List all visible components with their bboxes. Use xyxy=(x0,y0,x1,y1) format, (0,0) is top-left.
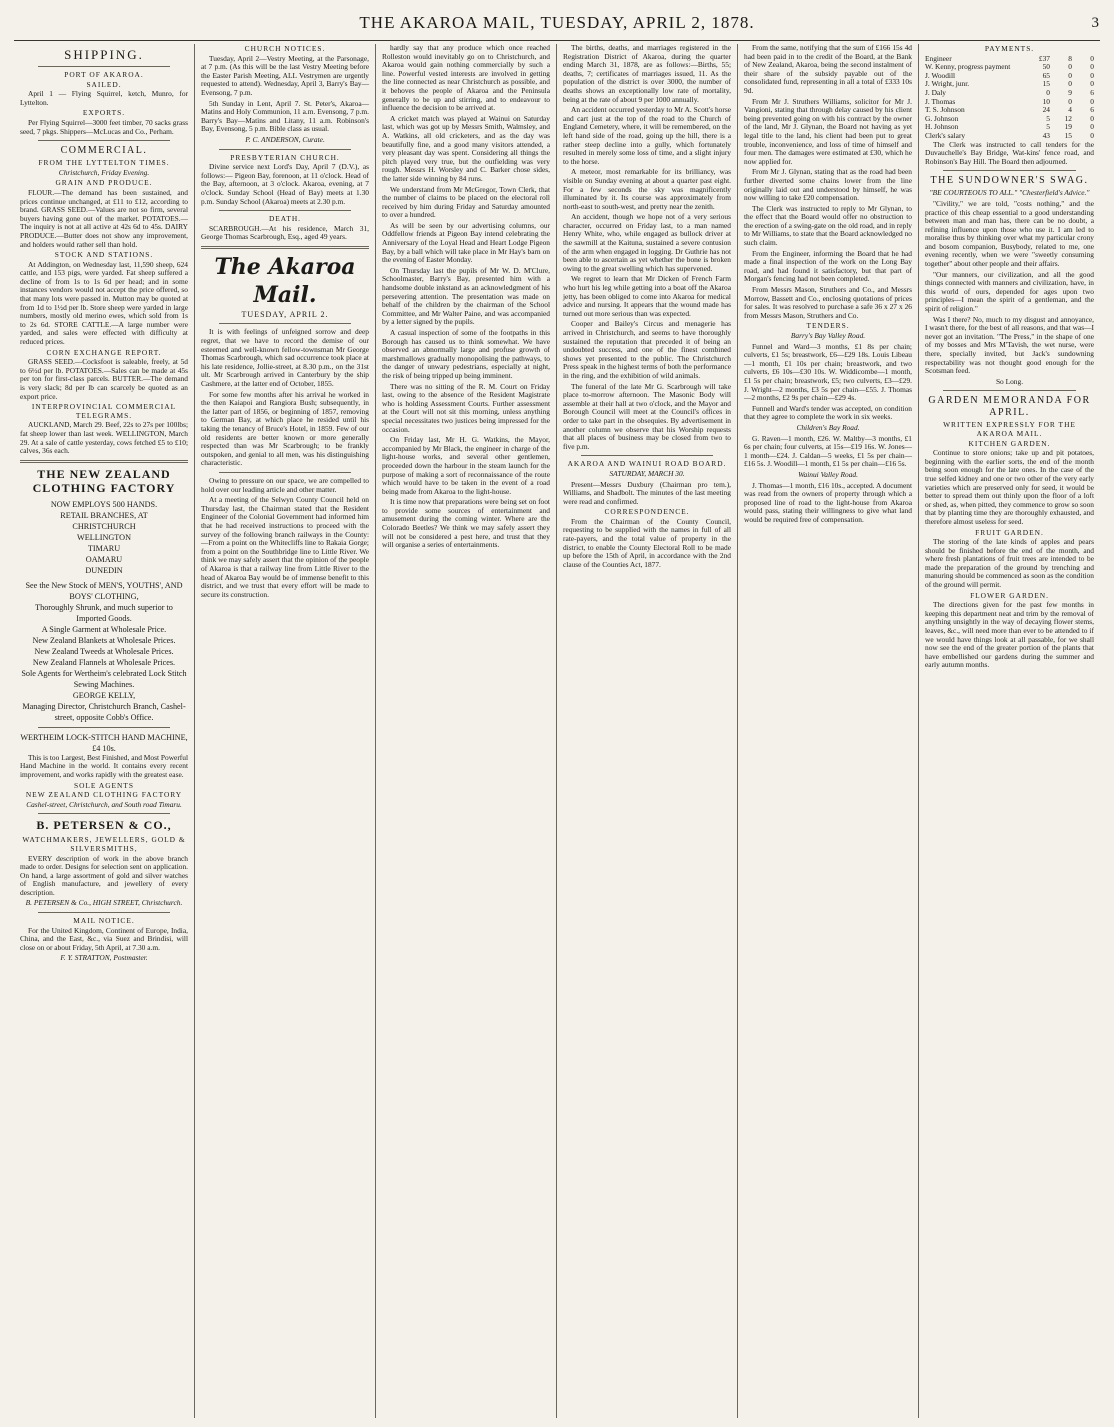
wertheim-text: This is too Largest, Best Finished, and Most Powerful Hand Machine in the world. It contains every recent improvement, and works rapidly with the greatest ease. xyxy=(20,752,188,779)
payment-shillings: 19 xyxy=(1064,122,1072,132)
sundowner-paragraph: Was I there? No, much to my disgust and annoyance, I wasn't there, for the best of all reasons, and that was—I never got an invitation. "The Press," in the shape of one of my bosses and Mrs M'Tavish, the wet nurse, were there, specially invited, but Jack's sundowning respectability was not thought good enough for the Scotsman feed. xyxy=(925,314,1094,376)
divider xyxy=(943,170,1076,171)
tenders-label: TENDERS. xyxy=(806,321,850,331)
road-board-heading: AKAROA AND WAINUI ROAD BOARD. xyxy=(567,459,727,469)
sole-agents: SOLE AGENTS xyxy=(73,780,135,790)
commercial-source: FROM THE LYTTELTON TIMES. xyxy=(38,158,170,168)
payment-pence: 0 xyxy=(1090,96,1094,106)
sundowner-close: So Long. xyxy=(995,376,1024,386)
payment-name: H. Johnson xyxy=(925,122,959,132)
garden-sub: WRITTEN EXPRESSLY FOR THE AKAROA MAIL. xyxy=(943,420,1076,438)
church-text: Tuesday, April 2—Vestry Meeting, at the Parsonage, at 7 p.m. (As this will be the last Vestry Meeting before the Easter Parish Meeting, ALL Vestrymen are urgently requested to attend). Wednesday, April 3, Barry's Bay—Evensong, 7 p.m. xyxy=(201,53,369,97)
church-heading: CHURCH NOTICES. xyxy=(244,44,326,53)
payment-shillings: 4 xyxy=(1068,105,1072,115)
sailed-label: SAILED. xyxy=(86,79,122,89)
page-number: 3 xyxy=(1091,15,1100,31)
sundowner-paragraph: "Civility," we are told, "costs nothing," and the practice of this cheap essential to a good understanding between man and man has, there can be no doubt, a refining influence upon those who use it. I am led to moralise thus by thinking over what my particular crony and bosom companion, Busybody, related to me, one evening recently, when we were "sweetly consuming together" about other people and their affairs. xyxy=(925,198,1094,269)
childrens-bay-label: Children's Bay Road. xyxy=(796,422,860,432)
barrys-bay-label: Barry's Bay Valley Road. xyxy=(790,331,866,340)
divider xyxy=(38,727,170,728)
corn-text: GRASS SEED.—Cocksfoot is saleable, freely, at 5d to 6½d per lb. POTATOES.—Sales can be made at 45s per ton for first-class parcels. BUTTER.—The demand is very slack; 8d per lb can scarcely be quoted as an export price. xyxy=(20,357,188,401)
payment-name: T. S. Johnson xyxy=(925,105,965,115)
news-paragraph: From Mr J. Glynan, stating that as the road had been further diverted some chains lower from the line originally laid out and understood by himself, he was now willing to take £20 compensation. xyxy=(744,167,912,203)
column-5 xyxy=(738,44,919,1418)
sundowner-heading: THE SUNDOWNER'S SWAG. xyxy=(930,175,1089,187)
presby-text: Divine service next Lord's Day, April 7 (D.V.), as follows:— Pigeon Bay, forenoon, at 11 o'clock. Head of the Bay, afternoon, at 3 o'clock. Akaroa, evening, at 7 o'clock. Sunday School (Head of Bay) meets at 1.30 p.m. Sunday School (Akaroa) meets at 2.30 p.m. xyxy=(201,162,369,206)
ad-wertheim: Sole Agents for Wertheim's celebrated Lock Stitch Sewing Machines. xyxy=(21,668,187,689)
news-paragraph: Cooper and Bailey's Circus and menagerie has arrived in Christchurch, and seems to have thoroughly sustained the reputation that preceded it of being an undoubted success, and one of the finest combined shows yet presented to the public. The Christchurch Press speak in the highest terms of both the performance in the ring, and the exhibition of wild animals. xyxy=(563,319,731,380)
branch-item: TIMARU xyxy=(87,543,121,553)
payment-pence: 0 xyxy=(1090,122,1094,132)
payment-name: J. Daly xyxy=(925,87,946,97)
payment-pence: 0 xyxy=(1090,62,1094,72)
clothing-factory-employs: NOW EMPLOYS 500 HANDS. xyxy=(50,499,158,509)
payment-pence: 6 xyxy=(1090,87,1094,97)
church-sig: P. C. ANDERSON, Curate. xyxy=(245,134,325,144)
payment-pounds: 43 xyxy=(1042,130,1050,140)
news-paragraph: A casual inspection of some of the footpaths in this Borough has caused us to think somewhat. We have observed an abnormally large and profuse growth of marshmallows gradually monopolising the pathways, to the danger of unwary pedestrians, especially at night, the risk of being tripped up being imminent. xyxy=(382,328,550,380)
payment-pence: 0 xyxy=(1090,70,1094,80)
petersen-text: EVERY description of work in the above branch made to order. Designs for selection sent on application. On hand, a large assortment of gold and silver watches of English manufacture, and jewellery of every description. xyxy=(20,853,188,897)
news-paragraph: On Thursday last the pupils of Mr W. D. M'Clure, Schoolmaster, Barry's Bay, presented him with a handsome double inkstand as an acknowledgment of his persevering attention. The presentation was made on behalf of the children by the chairman of the School Committee, and Mr Walter Paine, and was accompanied by a letter signed by the pupils. xyxy=(382,265,550,327)
divider xyxy=(201,246,369,249)
payment-shillings: 12 xyxy=(1064,113,1072,123)
payment-pounds: 50 xyxy=(1042,62,1050,72)
news-paragraph: We regret to learn that Mr Dicken of French Farm who hurt his leg while getting into a boat off the Akaroa jetty, has been obliged to come into Akaroa for medical advice and nursing. It appears that the wound made has turned out more serious than was expected. xyxy=(563,274,731,318)
news-paragraph: An accident occurred yesterday to Mr A. Scott's horse and cart just at the top of the road to the Church of England Cemetery, where, it will be remembered, on the left hand side of the road, going up the hill, there is a rather steep decline into a gully, which fortunately resulted in merely some loss of time, and a slight injury to the horse. xyxy=(563,105,731,166)
flower-text: The directions given for the past few months in keeping this department neat and trim by the removal of anything unsightly in the way of decaying flower stems, leaves, &c., will need more than ever to be attended to if we would have things look at all passable, for we shall now see the end of the greater portion of the plants that have embellished our gardens during the summer and early autumn months. xyxy=(925,600,1094,670)
paper-date: TUESDAY, APRIL 2. xyxy=(241,309,329,319)
correspondence-text: From the Chairman of the County Council, requesting to be supplied with the names in full of all rate-payers, and the total value of property in the district, to enable the County Electoral Roll to be made up before the 15th of April, in accordance with the 2nd clause of the Counties Act, 1877. xyxy=(563,516,731,569)
stock-text: At Addington, on Wednesday last, 11,590 sheep, 624 cattle, and 153 pigs, were yarded. Fat sheep suffered a decline of from 1s to 1s 6d per head; and in some instances vendors would not accept the price offered, so that many lots were passed in. Mutton may be quoted at from 1d to 1½d per lb. Store sheep were yarded in large numbers, mostly old merino ewes, which sold from 1s to 2s 6d. STORE CATTLE.—A large number were yarded, and sales were effected with difficulty at reduced prices. xyxy=(20,259,188,347)
news-paragraph: hardly say that any produce which once reached Rolleston would inevitably go on to Christchurch, and Akaroa would gain nothing commercially by such a line. Powerful vested interests are involved in getting the line connected as near Christchurch as possible, and it behoves the people of Akaroa and the Peninsula generally to be up and stirring, and to endeavour to influence the decision to be arrived at. xyxy=(382,44,550,113)
payment-name: W. Kenny, progress payment xyxy=(925,62,1011,72)
news-paragraph: The Clerk was instructed to reply to Mr Glynan, to the effect that the Board would offer no obstruction to the erection of a swing-gate on the old road, and in reply to Mr Williams, to state that the Board acknowledged no such claim. xyxy=(744,203,912,248)
divider xyxy=(219,472,351,473)
sundowner-paragraph: "Our manners, our civilization, and all the good things connected with manners and civilization, have, in this world of ours, depended for ages upon two principles—I mean the spirit of a gentleman, and the spirit of religion." xyxy=(925,269,1094,314)
news-paragraph: The funeral of the late Mr G. Scarbrough will take place to-morrow afternoon. The Masonic Body will assemble at their hall at two o'clock, and the Mayor and Borough Council will meet at the Council's offices in order to take part in the obsequies. By advertisement in another column we observe that his Worship requests that all places of business may be closed from two to five p.m. xyxy=(563,381,731,451)
fruit-text: The storing of the late kinds of apples and pears should be finished before the end of the month, and where fresh plantations of fruit trees are intended to be made the preparation of the ground by trenching and manuring should be commenced as soon as the condition of the ground will permit. xyxy=(925,537,1094,590)
payment-shillings: 0 xyxy=(1068,79,1072,89)
masthead-rule xyxy=(14,40,1100,41)
shipping-heading: SHIPPING. xyxy=(64,47,144,62)
exports-label: EXPORTS. xyxy=(82,108,126,118)
petersen-sub: WATCHMAKERS, JEWELLERS, GOLD & SILVERSMITHS, xyxy=(22,835,186,853)
ad-stock: See the New Stock of MEN'S, YOUTHS', AND BOYS' CLOTHING, xyxy=(25,580,183,601)
gk-addr: Managing Director, Christchurch Branch, Cashel-street, opposite Cobb's Office. xyxy=(22,701,186,722)
payment-pounds: 15 xyxy=(1042,79,1050,89)
wainui-label: Wainui Valley Road. xyxy=(798,469,858,479)
branch-item: WELLINGTON xyxy=(77,532,131,542)
lent-text: 5th Sunday in Lent, April 7. St. Peter's, Akaroa—Matins and Holy Communion, 11 a.m. Evensong, 7 p.m. Barry's Bay—Matins and Litany, 11 a.m. Robinson's Bay, Evensong, 5 p.m. Bible class as usual. xyxy=(201,98,369,134)
news-paragraph: An accident, though we hope not of a very serious character, occurred on Friday last, to a man named Henry White, who, while engaged as bullock driver at the sawmill at the Kaituna, sustained a severe contusion of the arm when engaged in logging. Dr Guthrie has not been able to ascertain as yet whether the bone is broken owing to the great swelling which has supervened. xyxy=(563,212,731,273)
payment-pence: 0 xyxy=(1090,113,1094,123)
payment-name: J. Thomas xyxy=(925,96,956,106)
branch-item: OAMARU xyxy=(85,554,123,564)
paper-title: The Akaroa Mail. xyxy=(214,253,356,308)
mail-sig: F. Y. STRATTON, Postmaster. xyxy=(60,953,148,963)
sailed-text: April 1 — Flying Squirrel, ketch, Munro, for Lyttelton. xyxy=(20,89,188,107)
payments-heading: PAYMENTS. xyxy=(984,44,1035,53)
column-4 xyxy=(557,44,738,1418)
payment-pence: 0 xyxy=(1090,79,1094,89)
payment-name: Clerk's salary xyxy=(925,130,966,140)
fruit-label: FRUIT GARDEN. xyxy=(975,527,1044,537)
leader-paragraph: At a meeting of the Selwyn County Council held on Thursday last, the Chairman stated that the Resident Engineer of the Colonial Government had informed him that he had received instructions to proceed with the survey of the following branch railways in the County:—From a point on the Whitecliffs line to Rakaia Gorge; from a point on the Southbridge line to Little River. We think we may safely assert that the opinion of the people of Akaroa is that a railway line from Little River to the head of Akaroa Bay would be of immense benefit to this district, and we trust that every effort will be made to secure its construction. xyxy=(201,495,369,599)
commercial-heading: COMMERCIAL. xyxy=(60,145,148,157)
death-heading: DEATH. xyxy=(268,214,302,224)
wholesale-item: A Single Garment at Wholesale Price. xyxy=(41,624,167,634)
kitchen-text: Continue to store onions; take up and pit potatoes, beginning with the earlier sorts, the end of the month being soon enough for the late ones. In the case of the true selfed kidney and one or two other of the very early varieties which are preserved only for seed, it would be better to spread them out thinly upon the floor of a loft or shed, as, when pitted, they commence to grow so soon that by planting time they are thoroughly exhausted, and therefore almost useless for seed. xyxy=(925,448,1094,526)
death-text: SCARBROUGH.—At his residence, March 31, George Thomas Scarbrough, Esq., aged 49 years. xyxy=(201,223,369,242)
news-paragraph: From Messrs Mason, Struthers and Co., and Messrs Morrow, Bassett and Co., enclosing quotations of prices for sales. It was resolved to purchase a safe 36 x 27 x 26 from Messrs Mason, Struthers and Co. xyxy=(744,285,912,320)
payment-pence: 6 xyxy=(1090,105,1094,115)
branch-item: DUNEDIN xyxy=(85,565,123,575)
masthead xyxy=(0,8,1114,38)
news-paragraph: From the same, notifying that the sum of £166 15s 4d had been paid in to the credit of the Board, at the Bank of New Zealand, Akaroa, being the second instalment of their share of the subsidy payable out of the consolidated fund, representing in all a total of £333 10s 9d. xyxy=(744,44,912,95)
payment-shillings: 0 xyxy=(1068,62,1072,72)
correspondence-label: CORRESPONDENCE. xyxy=(604,507,690,517)
news-paragraph: From Mr J. Struthers Williams, solicitor for Mr J. Vangioni, stating that through delay caused by his client being prevented going on with his contract by the owner of the land, Mr J. Glynan, the Board not having as yet legal title to the land, his client had been put to great trouble, inconvenience, and loss of time of himself and four men. The damages were estimated at £30, which he now applied for. xyxy=(744,96,912,166)
news-paragraph: A cricket match was played at Wainui on Saturday last, which was got up by Messrs Smith, Walmsley, and A. Watkins, all old cricketers, and as the day was beautifully fine, and a good many visitors attended, a very pleasant day was spent. Considering all things the pitch played very true, but the outfielding was very rough. Messrs H. Worsley and C. Barker chose sides, the latter side winning by 84 runs. xyxy=(382,113,550,183)
mail-text: For the United Kingdom, Continent of Europe, India, China, and the East, &c., via Suez and Brindisi, will close on or about Friday, 5th April, at 7.30 a.m. xyxy=(20,925,188,952)
wainui-text: J. Thomas—1 month, £16 10s., accepted. A document was read from the owners of property through which a proposed line of road to the light-house from Akaroa would pass, stating their willingness to give what land would be required free of compensation. xyxy=(744,480,912,524)
childrens-bay-text: G. Raven—1 month, £26. W. Maltby—3 months, £1 6s per chain; four culverts, at 15s—£19 16s. W. Jones—1 month—£24. J. Caldan—5 weeks, £1 5s per chain—£16 5s. J. Woodill—1 month, £1 5s per chain—£16 5s. xyxy=(744,433,912,469)
leader-paragraph: It is with feelings of unfeigned sorrow and deep regret, that we have to record the demise of our esteemed and well-known fellow-townsman Mr George Thomas Scarbrough, which sad occurrence took place at his late residence, Jollie-street, at 8.30 p.m., on the 31st ult. Mr Scarbrough arrived in Canterbury by the ship Cashmere, at the latter end of October, 1855. xyxy=(201,327,369,389)
payment-pence: 0 xyxy=(1090,130,1094,140)
payment-pounds: 24 xyxy=(1042,105,1050,115)
branch-item: CHRISTCHURCH xyxy=(72,521,136,531)
news-paragraph: There was no sitting of the R. M. Court on Friday last, owing to the absence of the Resident Magistrate who is holding Assessment Courts. Further assessment at the Court will not sit this morning, unless anything special necessitates two justices being impressed for the occasion. xyxy=(382,381,550,434)
exports-text: Per Flying Squirrel—3000 feet timber, 70 sacks grass seed, 7 pkgs. Shippers—McLucas and Co., Perham. xyxy=(20,117,188,136)
road-board-date: SATURDAY, MARCH 30. xyxy=(609,468,685,478)
divider xyxy=(38,813,170,814)
tenders-note: Funnell and Ward's tender was accepted, on condition that they agree to complete the work in six weeks. xyxy=(744,403,912,422)
wholesale-item: New Zealand Blankets at Wholesale Prices. xyxy=(32,635,176,645)
payment-name: J. Wright, junr. xyxy=(925,79,970,89)
divider xyxy=(38,140,170,141)
payment-pounds: 5 xyxy=(1046,122,1050,132)
interp-text: AUCKLAND, March 29. Beef, 22s to 27s per 100lbs; fat sheep lower than last week. WELLINGTON, March 29. At a sale of cattle yesterday, cows fetched £5 to £10; calves, 36s each. xyxy=(20,420,188,456)
divider xyxy=(38,66,170,67)
column-3 xyxy=(376,44,557,1418)
payment-shillings: 0 xyxy=(1068,96,1072,106)
leader-paragraph: For some few months after his arrival he worked in the then Kaiapoi and Rangiora Bush; subsequently, in the latter part of 1856, or beginning of 1857, removing to German Bay, at which place he resided until his taking the tenancy of Bruce's Hotel, in 1859. Few of our old residents are better known or more generally respected than was Mr Scarbrough; to be frankly outspoken, and genial to all men, was his distinguishing characteristic. xyxy=(201,389,369,468)
divider xyxy=(943,390,1076,391)
news-paragraph: We understand from Mr McGregor, Town Clerk, that the number of claims to be placed on the electoral roll received by him during Friday and Saturday amounted to over a hundred. xyxy=(382,184,550,220)
news-paragraph: A meteor, most remarkable for its brilliancy, was visible on Sunday evening at about a quarter past eight. For a few seconds the sky was magnificently illuminated by it. Its course was approximately from north-east to south-west, and pretty near the zenith. xyxy=(563,167,731,211)
payments-table xyxy=(925,55,1094,141)
nz-factory: NEW ZEALAND CLOTHING FACTORY xyxy=(25,790,183,800)
tenders-text: Funnel and Ward—3 months, £1 8s per chain; culverts, £1 5s; breastwork, £6—£29 18s. Louis Libeau—1 month, £1 10s per chain; breastwork, and two culverts, £6 10s—£30 10s. W. Widdicombe—1 month, £1 5s per chain; breastwork, £5; two culverts, £3—£29. J. Wright—2 months, £3 5s per chain—£55. J. Thomas—2 months, £2 9s per chain—£29 4s. xyxy=(744,341,912,403)
divider xyxy=(20,460,188,463)
kitchen-label: KITCHEN GARDEN. xyxy=(968,438,1051,448)
presby-heading: PRESBYTERIAN CHURCH. xyxy=(230,152,340,162)
payments-note: The Clerk was instructed to call tenders for the Duvauchelle's Bay Bridge, Wat-kins' fence road, and Robinson's Bay Hill. The Board then adjourned. xyxy=(925,139,1094,166)
mail-heading: MAIL NOTICE. xyxy=(73,916,135,926)
payment-pounds: 65 xyxy=(1042,70,1050,80)
columns xyxy=(14,44,1102,1418)
column-1 xyxy=(14,44,195,1418)
grain-heading: GRAIN AND PRODUCE. xyxy=(55,178,153,188)
payment-pounds: 5 xyxy=(1046,113,1050,123)
payment-pence: 0 xyxy=(1090,53,1094,63)
divider xyxy=(38,912,170,913)
wertheim-title: WERTHEIM LOCK-STITCH HAND MACHINE, £4 10s. xyxy=(20,732,188,753)
column-2 xyxy=(195,44,376,1418)
news-paragraph: It is time now that preparations were being set on foot to provide some sources of entertainment and amusement during the coming winter. Where are the Colorado Beetles? We think we may safely assert they will not be considered a pest here, and trust that they will organise a series of entertainments. xyxy=(382,497,550,550)
divider xyxy=(219,323,351,324)
news-paragraph: On Friday last, Mr H. G. Watkins, the Mayor, accompanied by Mr Black, the engineer in charge of the light-house works, and several other gentlemen, proceeded down the harbour in the steam launch for the purpose of making a sort of reconnaissance of the route which would have to be taken in the event of a road being made from Akaroa to the light-house. xyxy=(382,435,550,496)
road-board-present: Present—Messrs Duxbury (Chairman pro tem.), Williams, and Shadbolt. The minutes of the last meeting were read and confirmed. xyxy=(563,479,731,506)
wholesale-item: New Zealand Tweeds at Wholesale Prices. xyxy=(34,646,174,656)
branches-label: RETAIL BRANCHES, AT xyxy=(60,510,148,520)
corn-heading: CORN EXCHANGE REPORT. xyxy=(46,347,162,357)
payment-shillings: 15 xyxy=(1064,130,1072,140)
nz-factory-addr: Cashel-street, Christchurch, and South road Timaru. xyxy=(26,799,182,809)
divider xyxy=(581,455,713,456)
petersen-title: B. PETERSEN & CO., xyxy=(36,818,172,833)
clothing-factory-title: THE NEW ZEALAND CLOTHING FACTORY xyxy=(32,466,176,495)
port-heading: PORT OF AKAROA. xyxy=(64,70,144,79)
news-paragraph: As will be seen by our advertising columns, our Oddfellow friends at Pigeon Bay intend celebrating the Anniversary of the Loyal Head and Heart Lodge Pigeon Bay, by a ball which will take place in Mr Hay's barn on the evening of Easter Monday. xyxy=(382,220,550,265)
payment-shillings: 9 xyxy=(1068,87,1072,97)
stock-heading: STOCK AND STATIONS. xyxy=(54,250,154,260)
interp-heading: INTERPROVINCIAL COMMERCIAL TELEGRAMS. xyxy=(31,402,177,420)
leader-paragraph: Owing to pressure on our space, we are compelled to hold over our leading article and other matter. xyxy=(201,475,369,494)
payment-name: G. Johnson xyxy=(925,113,959,123)
payment-shillings: 0 xyxy=(1068,70,1072,80)
divider xyxy=(219,210,351,211)
news-paragraph: From the Engineer, informing the Board that he had made a final inspection of the work on the Long Bay road, and had found it satisfactory, but that part of Morgan's fencing had not been completed. xyxy=(744,248,912,284)
payment-pounds: £37 xyxy=(1038,53,1050,63)
payment-pounds: 10 xyxy=(1042,96,1050,106)
grain-text: FLOUR.—The demand has been sustained, and prices continue unchanged, at £11 to £12, according to brand. GRASS SEED.—Values are not so firm, several buyers having gone out of the market. POTATOES.—The inquiry is not at all active at 42s 6d to 45s. DAIRY PRODUCE.—Butter does not show any improvement, and holders would rather sell than hold. xyxy=(20,187,188,249)
garden-heading: GARDEN MEMORANDA FOR APRIL. xyxy=(928,395,1091,419)
ad-shrunk: Thoroughly Shrunk, and much superior to Imported Goods. xyxy=(35,602,173,623)
flower-label: FLOWER GARDEN. xyxy=(970,590,1049,600)
payment-shillings: 8 xyxy=(1068,53,1072,63)
sundowner-motto: "BE COURTEOUS TO ALL." "Chesterfield's Advice." xyxy=(929,188,1090,198)
masthead-title: THE AKAROA MAIL, TUESDAY, APRIL 2, 1878. xyxy=(359,13,755,32)
gk-name: GEORGE KELLY, xyxy=(72,690,136,700)
payment-pounds: 0 xyxy=(1046,87,1050,97)
commercial-dateline: Christchurch, Friday Evening. xyxy=(58,167,150,177)
petersen-sig: B. PETERSEN & Co., HIGH STREET, Christchurch. xyxy=(25,898,183,908)
column-6 xyxy=(919,44,1100,1418)
wholesale-item: New Zealand Flannels at Wholesale Prices. xyxy=(32,657,176,667)
divider xyxy=(219,149,351,150)
news-paragraph: The births, deaths, and marriages registered in the Registration District of Akaroa, during the quarter ending March 31, 1878, are as follows:—Births, 55; deaths, 7; certificates of marriages issued, 11. As the population of the district is over 3000, the number of deaths shows an exceptionally low rate of mortality, being at the rate of about 9 per 1000 annually. xyxy=(563,44,731,104)
payment-name: J. Woodill xyxy=(925,70,956,80)
payment-name: Engineer xyxy=(925,53,952,63)
